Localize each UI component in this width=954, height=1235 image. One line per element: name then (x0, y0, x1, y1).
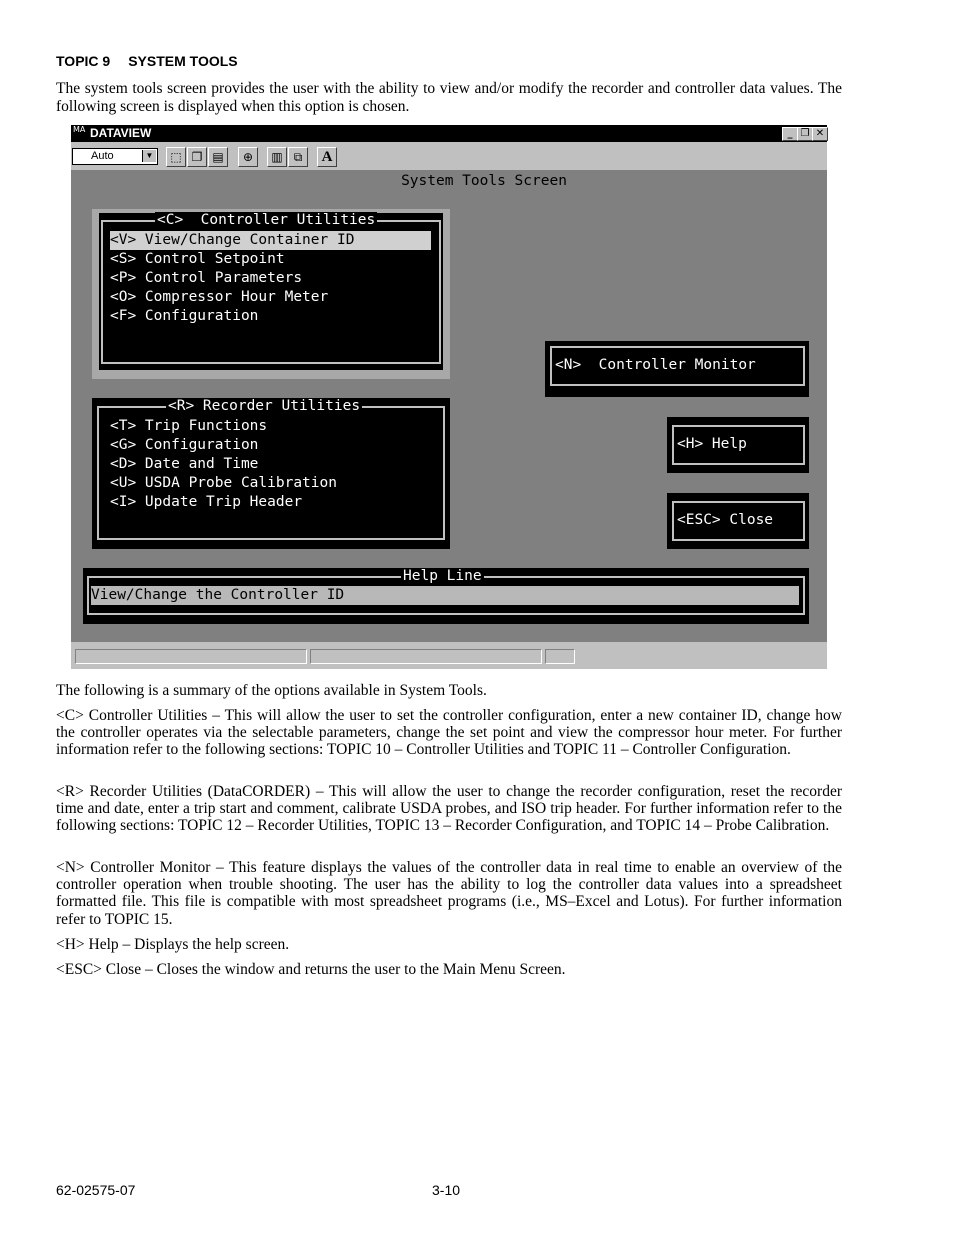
maximize-button[interactable]: ❐ (797, 127, 813, 141)
document-number: 62-02575-07 (56, 1182, 136, 1198)
help-line-panel (83, 568, 809, 624)
font-button[interactable]: A (317, 147, 337, 167)
controller-legend: <C> Controller Utilities (157, 212, 376, 228)
menu-item-controller-configuration[interactable]: <F> Configuration (110, 308, 259, 324)
zoom-select[interactable] (72, 148, 158, 165)
controller-utilities-panel (99, 213, 443, 370)
help-label: <H> Help (677, 436, 747, 452)
title-bar (71, 125, 827, 142)
menu-item-control-parameters[interactable]: <P> Control Parameters (110, 270, 303, 286)
summary-intro: The following is a summary of the options available in System Tools. (56, 682, 487, 699)
topic-number: TOPIC 9 (56, 53, 111, 69)
paragraph-help: <H> Help – Displays the help screen. (56, 936, 290, 953)
menu-item-date-and-time[interactable]: <D> Date and Time (110, 456, 259, 472)
status-pane-1 (75, 649, 307, 664)
menu-item-update-trip-header[interactable]: <I> Update Trip Header (110, 494, 303, 510)
recorder-legend: <R> Recorder Utilities (168, 398, 361, 414)
paragraph-controller-monitor: <N> Controller Monitor – This feature displays the values of the controller data in real time to enable an overview of the controller operation when trouble shooting. The user has the ability to log the controller data values into a spreadsheet formatted file. This file is compatible with most spreadsheet programs (i.e., MS–Excel and Lotus). For further information refer to TOPIC 15. (56, 859, 842, 928)
toolbar (71, 142, 827, 170)
status-bar (71, 642, 827, 669)
close-label: <ESC> Close (677, 512, 774, 528)
fit-icon[interactable]: ⊕ (238, 147, 258, 167)
help-button[interactable] (667, 417, 809, 473)
paragraph-close: <ESC> Close – Closes the window and returns the user to the Main Menu Screen. (56, 961, 566, 978)
dataview-window (71, 125, 827, 669)
controller-monitor-button[interactable] (545, 341, 809, 397)
menu-item-view-change-container-id[interactable]: <V> View/Change Container ID (110, 231, 431, 250)
menu-item-trip-functions[interactable]: <T> Trip Functions (110, 418, 268, 434)
menu-item-control-setpoint[interactable]: <S> Control Setpoint (110, 251, 285, 267)
page-number: 3-10 (432, 1182, 461, 1198)
status-pane-2 (310, 649, 542, 664)
status-pane-3 (545, 649, 575, 664)
help-line-legend: Help Line (403, 568, 482, 584)
zoom-value: Auto (91, 150, 114, 162)
chevron-down-icon[interactable]: ▼ (142, 150, 156, 162)
controller-monitor-label: <N> Controller Monitor (555, 357, 756, 373)
close-button[interactable] (667, 493, 809, 549)
paragraph-recorder-utilities: <R> Recorder Utilities (DataCORDER) – This will allow the user to change the recorder configuration, reset the recorder time and date, enter a trip start and comment, calibrate USDA probes, and ISO trip header. For further information refer to the following sections: TOPIC 12 – Recorder Utilities, TOPIC 13 – Recorder Configuration, and TOPIC 14 – Probe Calibration. (56, 783, 842, 835)
topic-heading (56, 53, 256, 69)
minimize-button[interactable]: _ (782, 127, 798, 141)
screen-title: System Tools Screen (401, 173, 567, 189)
recorder-utilities-panel (92, 398, 450, 549)
topic-title: SYSTEM TOOLS (128, 53, 238, 69)
select-icon[interactable]: ⬚ (166, 147, 186, 167)
menu-item-recorder-configuration[interactable]: <G> Configuration (110, 437, 259, 453)
system-tools-screen (71, 170, 827, 642)
menu-item-usda-probe-calibration[interactable]: <U> USDA Probe Calibration (110, 475, 337, 491)
app-icon: MA (73, 125, 86, 134)
window-title: DATAVIEW (90, 126, 152, 140)
paste-icon[interactable]: ▤ (208, 147, 228, 167)
windows-icon[interactable]: ⧉ (288, 147, 308, 167)
close-window-button[interactable]: ✕ (812, 127, 828, 141)
paragraph-controller-utilities: <C> Controller Utilities – This will allow the user to set the controller configuration, enter a new container ID, change how the controller operates via the selectable parameters, change the set point and view the compressor hour meter. For further information refer to the following sections: TOPIC 10 – Controller Utilities and TOPIC 11 – Controller Configuration. (56, 707, 842, 759)
menu-item-compressor-hour-meter[interactable]: <O> Compressor Hour Meter (110, 289, 329, 305)
intro-paragraph: The system tools screen provides the user with the ability to view and/or modify the recorder and controller data values. The following screen is displayed when this option is chosen. (56, 80, 842, 115)
help-line-text: View/Change the Controller ID (91, 586, 799, 605)
copy-icon[interactable]: ❐ (187, 147, 207, 167)
print-icon[interactable]: ▥ (267, 147, 287, 167)
